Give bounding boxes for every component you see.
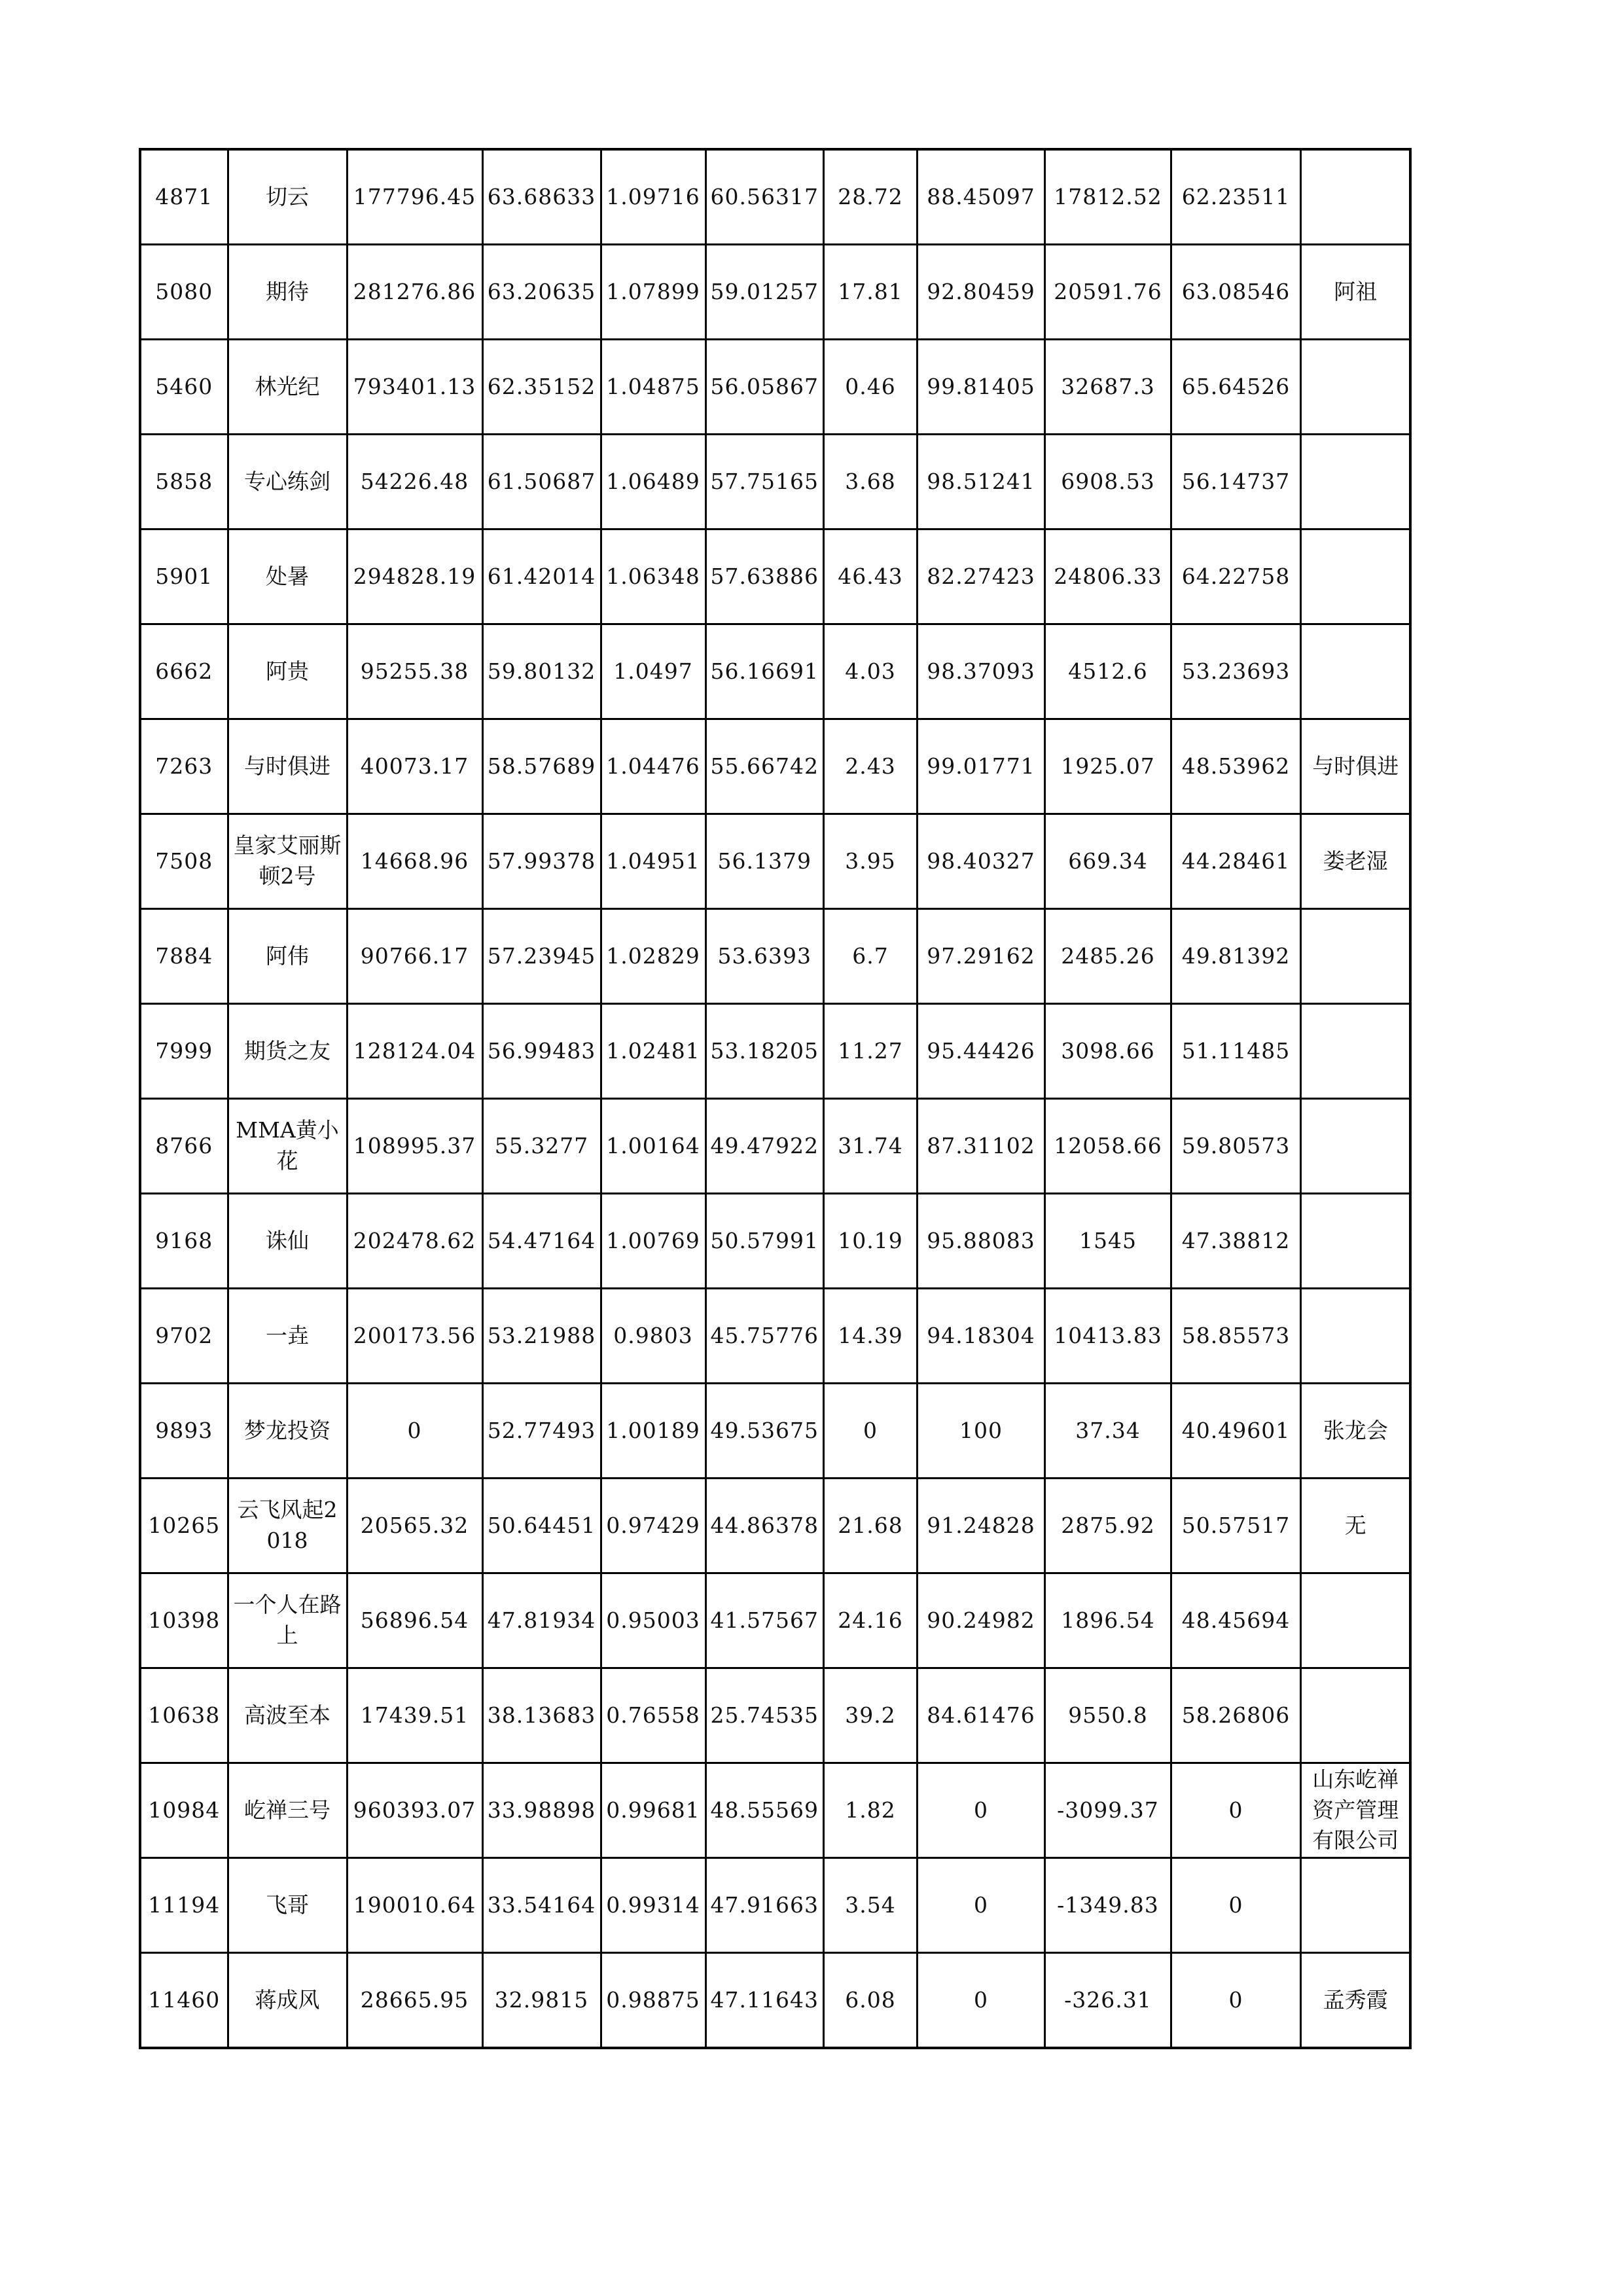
cell-value-2: 33.98898	[482, 1763, 601, 1858]
cell-id: 10265	[140, 1479, 228, 1573]
cell-value-7: 1896.54	[1044, 1573, 1171, 1668]
cell-name: 阿贵	[228, 624, 347, 719]
cell-value-5: 10.19	[823, 1194, 917, 1289]
cell-value-7: 1925.07	[1044, 719, 1171, 814]
cell-value-1: 128124.04	[347, 1004, 482, 1099]
cell-value-3: 0.99314	[601, 1858, 705, 1953]
cell-value-7: 12058.66	[1044, 1099, 1171, 1194]
cell-name: 云飞风起2018	[228, 1479, 347, 1573]
cell-id: 8766	[140, 1099, 228, 1194]
cell-value-8: 56.14737	[1171, 435, 1300, 529]
cell-id: 5080	[140, 245, 228, 340]
cell-value-6: 98.40327	[917, 814, 1044, 909]
cell-value-5: 0.46	[823, 340, 917, 435]
cell-value-6: 88.45097	[917, 149, 1044, 245]
cell-note	[1300, 340, 1410, 435]
cell-value-4: 57.75165	[705, 435, 823, 529]
cell-value-3: 0.95003	[601, 1573, 705, 1668]
cell-value-4: 53.18205	[705, 1004, 823, 1099]
cell-note: 娄老湿	[1300, 814, 1410, 909]
cell-note	[1300, 435, 1410, 529]
cell-value-8: 0	[1171, 1953, 1300, 2049]
cell-value-1: 20565.32	[347, 1479, 482, 1573]
cell-note	[1300, 1194, 1410, 1289]
cell-value-7: 24806.33	[1044, 529, 1171, 624]
cell-value-3: 1.02481	[601, 1004, 705, 1099]
cell-value-6: 91.24828	[917, 1479, 1044, 1573]
table-row	[140, 814, 1410, 909]
cell-value-8: 44.28461	[1171, 814, 1300, 909]
cell-value-4: 25.74535	[705, 1668, 823, 1763]
cell-value-2: 57.99378	[482, 814, 601, 909]
cell-value-1: 200173.56	[347, 1289, 482, 1384]
cell-value-8: 51.11485	[1171, 1004, 1300, 1099]
cell-id: 9168	[140, 1194, 228, 1289]
cell-value-5: 2.43	[823, 719, 917, 814]
cell-name: 阿伟	[228, 909, 347, 1004]
table-row	[140, 1099, 1410, 1194]
cell-value-1: 28665.95	[347, 1953, 482, 2049]
cell-value-4: 56.1379	[705, 814, 823, 909]
cell-value-6: 98.51241	[917, 435, 1044, 529]
cell-value-2: 47.81934	[482, 1573, 601, 1668]
cell-value-5: 14.39	[823, 1289, 917, 1384]
cell-value-3: 0.98875	[601, 1953, 705, 2049]
table-row	[140, 529, 1410, 624]
cell-value-5: 28.72	[823, 149, 917, 245]
cell-value-5: 4.03	[823, 624, 917, 719]
cell-id: 5901	[140, 529, 228, 624]
cell-value-8: 59.80573	[1171, 1099, 1300, 1194]
cell-value-5: 31.74	[823, 1099, 917, 1194]
cell-id: 5460	[140, 340, 228, 435]
cell-value-2: 33.54164	[482, 1858, 601, 1953]
cell-value-8: 53.23693	[1171, 624, 1300, 719]
cell-value-2: 63.20635	[482, 245, 601, 340]
cell-value-2: 56.99483	[482, 1004, 601, 1099]
cell-value-8: 58.26806	[1171, 1668, 1300, 1763]
table-row	[140, 909, 1410, 1004]
cell-value-4: 55.66742	[705, 719, 823, 814]
cell-id: 5858	[140, 435, 228, 529]
cell-id: 7263	[140, 719, 228, 814]
cell-value-2: 52.77493	[482, 1384, 601, 1479]
cell-value-6: 90.24982	[917, 1573, 1044, 1668]
cell-value-6: 95.88083	[917, 1194, 1044, 1289]
cell-id: 11194	[140, 1858, 228, 1953]
ranking-table	[139, 148, 1412, 2049]
cell-value-8: 0	[1171, 1763, 1300, 1858]
cell-value-5: 21.68	[823, 1479, 917, 1573]
cell-note	[1300, 909, 1410, 1004]
cell-value-7: 2485.26	[1044, 909, 1171, 1004]
cell-value-1: 54226.48	[347, 435, 482, 529]
cell-value-6: 87.31102	[917, 1099, 1044, 1194]
cell-value-8: 65.64526	[1171, 340, 1300, 435]
cell-value-1: 202478.62	[347, 1194, 482, 1289]
cell-value-1: 17439.51	[347, 1668, 482, 1763]
cell-value-8: 48.53962	[1171, 719, 1300, 814]
cell-value-1: 281276.86	[347, 245, 482, 340]
cell-id: 10638	[140, 1668, 228, 1763]
cell-value-2: 62.35152	[482, 340, 601, 435]
cell-value-8: 50.57517	[1171, 1479, 1300, 1573]
cell-value-5: 46.43	[823, 529, 917, 624]
cell-name: 一个人在路上	[228, 1573, 347, 1668]
table-row	[140, 1858, 1410, 1953]
cell-value-7: -326.31	[1044, 1953, 1171, 2049]
cell-value-1: 294828.19	[347, 529, 482, 624]
cell-value-3: 1.00189	[601, 1384, 705, 1479]
cell-value-4: 50.57991	[705, 1194, 823, 1289]
table-row	[140, 245, 1410, 340]
cell-value-4: 60.56317	[705, 149, 823, 245]
table-row	[140, 1289, 1410, 1384]
cell-value-4: 44.86378	[705, 1479, 823, 1573]
cell-value-1: 108995.37	[347, 1099, 482, 1194]
cell-value-7: 10413.83	[1044, 1289, 1171, 1384]
cell-value-6: 99.81405	[917, 340, 1044, 435]
cell-value-7: 4512.6	[1044, 624, 1171, 719]
cell-value-8: 40.49601	[1171, 1384, 1300, 1479]
cell-note	[1300, 1858, 1410, 1953]
cell-value-5: 11.27	[823, 1004, 917, 1099]
cell-value-3: 0.97429	[601, 1479, 705, 1573]
cell-value-1: 960393.07	[347, 1763, 482, 1858]
cell-name: 蒋成风	[228, 1953, 347, 2049]
cell-name: 处暑	[228, 529, 347, 624]
cell-value-4: 41.57567	[705, 1573, 823, 1668]
cell-value-2: 61.42014	[482, 529, 601, 624]
cell-note	[1300, 1004, 1410, 1099]
table-row	[140, 719, 1410, 814]
cell-note: 无	[1300, 1479, 1410, 1573]
cell-value-4: 56.05867	[705, 340, 823, 435]
cell-value-3: 1.00164	[601, 1099, 705, 1194]
cell-value-8: 48.45694	[1171, 1573, 1300, 1668]
table-body	[140, 149, 1410, 2048]
cell-value-3: 1.07899	[601, 245, 705, 340]
cell-note: 阿祖	[1300, 245, 1410, 340]
cell-value-7: 6908.53	[1044, 435, 1171, 529]
table-row	[140, 435, 1410, 529]
cell-value-6: 100	[917, 1384, 1044, 1479]
cell-id: 11460	[140, 1953, 228, 2049]
table-row	[140, 1573, 1410, 1668]
cell-value-3: 1.02829	[601, 909, 705, 1004]
cell-value-6: 84.61476	[917, 1668, 1044, 1763]
cell-note	[1300, 624, 1410, 719]
cell-value-2: 32.9815	[482, 1953, 601, 2049]
cell-value-1: 56896.54	[347, 1573, 482, 1668]
cell-id: 7999	[140, 1004, 228, 1099]
cell-name: 诛仙	[228, 1194, 347, 1289]
cell-id: 10984	[140, 1763, 228, 1858]
cell-value-2: 57.23945	[482, 909, 601, 1004]
cell-note	[1300, 529, 1410, 624]
cell-value-6: 82.27423	[917, 529, 1044, 624]
cell-value-4: 59.01257	[705, 245, 823, 340]
cell-name: 切云	[228, 149, 347, 245]
cell-value-4: 57.63886	[705, 529, 823, 624]
cell-note	[1300, 149, 1410, 245]
cell-value-1: 40073.17	[347, 719, 482, 814]
cell-value-8: 49.81392	[1171, 909, 1300, 1004]
cell-value-2: 38.13683	[482, 1668, 601, 1763]
cell-name: 期待	[228, 245, 347, 340]
cell-note	[1300, 1573, 1410, 1668]
cell-note	[1300, 1099, 1410, 1194]
table-row	[140, 1384, 1410, 1479]
cell-value-4: 49.47922	[705, 1099, 823, 1194]
cell-value-5: 17.81	[823, 245, 917, 340]
cell-value-2: 53.21988	[482, 1289, 601, 1384]
table-row	[140, 624, 1410, 719]
table-row	[140, 1953, 1410, 2049]
cell-id: 9702	[140, 1289, 228, 1384]
cell-value-2: 63.68633	[482, 149, 601, 245]
cell-value-4: 45.75776	[705, 1289, 823, 1384]
cell-value-2: 58.57689	[482, 719, 601, 814]
cell-value-6: 94.18304	[917, 1289, 1044, 1384]
cell-note: 张龙会	[1300, 1384, 1410, 1479]
cell-value-7: 3098.66	[1044, 1004, 1171, 1099]
table-row	[140, 1194, 1410, 1289]
table-row	[140, 340, 1410, 435]
cell-value-5: 39.2	[823, 1668, 917, 1763]
cell-value-8: 47.38812	[1171, 1194, 1300, 1289]
cell-value-7: 32687.3	[1044, 340, 1171, 435]
cell-value-5: 6.08	[823, 1953, 917, 2049]
cell-value-3: 1.04951	[601, 814, 705, 909]
cell-value-1: 177796.45	[347, 149, 482, 245]
cell-value-5: 24.16	[823, 1573, 917, 1668]
cell-id: 4871	[140, 149, 228, 245]
cell-name: 一垚	[228, 1289, 347, 1384]
table-row	[140, 1763, 1410, 1858]
cell-value-4: 56.16691	[705, 624, 823, 719]
cell-name: 专心练剑	[228, 435, 347, 529]
cell-note: 与时俱进	[1300, 719, 1410, 814]
cell-value-7: 2875.92	[1044, 1479, 1171, 1573]
table-row	[140, 149, 1410, 245]
cell-value-8: 58.85573	[1171, 1289, 1300, 1384]
cell-id: 10398	[140, 1573, 228, 1668]
cell-value-7: 37.34	[1044, 1384, 1171, 1479]
cell-value-3: 1.09716	[601, 149, 705, 245]
cell-value-3: 1.00769	[601, 1194, 705, 1289]
cell-value-7: 9550.8	[1044, 1668, 1171, 1763]
cell-name: MMA黄小花	[228, 1099, 347, 1194]
cell-value-8: 62.23511	[1171, 149, 1300, 245]
cell-value-8: 0	[1171, 1858, 1300, 1953]
cell-value-1: 190010.64	[347, 1858, 482, 1953]
cell-value-8: 63.08546	[1171, 245, 1300, 340]
cell-value-1: 0	[347, 1384, 482, 1479]
cell-value-7: 17812.52	[1044, 149, 1171, 245]
cell-value-5: 3.68	[823, 435, 917, 529]
cell-value-7: -1349.83	[1044, 1858, 1171, 1953]
cell-value-3: 1.04476	[601, 719, 705, 814]
cell-name: 与时俱进	[228, 719, 347, 814]
cell-id: 9893	[140, 1384, 228, 1479]
cell-value-4: 47.11643	[705, 1953, 823, 2049]
cell-value-2: 55.3277	[482, 1099, 601, 1194]
cell-note: 孟秀霞	[1300, 1953, 1410, 2049]
cell-value-6: 95.44426	[917, 1004, 1044, 1099]
cell-name: 高波至本	[228, 1668, 347, 1763]
cell-value-5: 6.7	[823, 909, 917, 1004]
cell-value-2: 50.64451	[482, 1479, 601, 1573]
cell-value-6: 98.37093	[917, 624, 1044, 719]
cell-value-7: -3099.37	[1044, 1763, 1171, 1858]
cell-value-7: 1545	[1044, 1194, 1171, 1289]
cell-value-5: 1.82	[823, 1763, 917, 1858]
cell-value-6: 0	[917, 1858, 1044, 1953]
cell-note: 山东屹禅资产管理有限公司	[1300, 1763, 1410, 1858]
cell-value-5: 3.54	[823, 1858, 917, 1953]
cell-name: 林光纪	[228, 340, 347, 435]
cell-value-1: 793401.13	[347, 340, 482, 435]
cell-note	[1300, 1289, 1410, 1384]
cell-value-6: 97.29162	[917, 909, 1044, 1004]
table-row	[140, 1004, 1410, 1099]
cell-id: 7508	[140, 814, 228, 909]
cell-value-3: 1.06489	[601, 435, 705, 529]
cell-name: 屹禅三号	[228, 1763, 347, 1858]
cell-value-5: 0	[823, 1384, 917, 1479]
cell-id: 7884	[140, 909, 228, 1004]
cell-value-6: 0	[917, 1763, 1044, 1858]
cell-value-1: 95255.38	[347, 624, 482, 719]
cell-name: 飞哥	[228, 1858, 347, 1953]
cell-value-3: 0.76558	[601, 1668, 705, 1763]
cell-name: 期货之友	[228, 1004, 347, 1099]
cell-value-3: 1.06348	[601, 529, 705, 624]
cell-value-3: 1.0497	[601, 624, 705, 719]
cell-value-2: 61.50687	[482, 435, 601, 529]
cell-value-2: 59.80132	[482, 624, 601, 719]
cell-value-4: 53.6393	[705, 909, 823, 1004]
cell-value-3: 0.9803	[601, 1289, 705, 1384]
cell-value-6: 0	[917, 1953, 1044, 2049]
cell-value-3: 0.99681	[601, 1763, 705, 1858]
cell-value-6: 92.80459	[917, 245, 1044, 340]
table-row	[140, 1668, 1410, 1763]
cell-value-5: 3.95	[823, 814, 917, 909]
cell-value-4: 47.91663	[705, 1858, 823, 1953]
cell-value-2: 54.47164	[482, 1194, 601, 1289]
table-row	[140, 1479, 1410, 1573]
cell-value-1: 90766.17	[347, 909, 482, 1004]
cell-value-1: 14668.96	[347, 814, 482, 909]
cell-id: 6662	[140, 624, 228, 719]
cell-value-4: 49.53675	[705, 1384, 823, 1479]
cell-value-4: 48.55569	[705, 1763, 823, 1858]
cell-value-7: 20591.76	[1044, 245, 1171, 340]
cell-value-3: 1.04875	[601, 340, 705, 435]
cell-value-8: 64.22758	[1171, 529, 1300, 624]
cell-name: 梦龙投资	[228, 1384, 347, 1479]
cell-note	[1300, 1668, 1410, 1763]
cell-value-6: 99.01771	[917, 719, 1044, 814]
cell-name: 皇家艾丽斯顿2号	[228, 814, 347, 909]
cell-value-7: 669.34	[1044, 814, 1171, 909]
